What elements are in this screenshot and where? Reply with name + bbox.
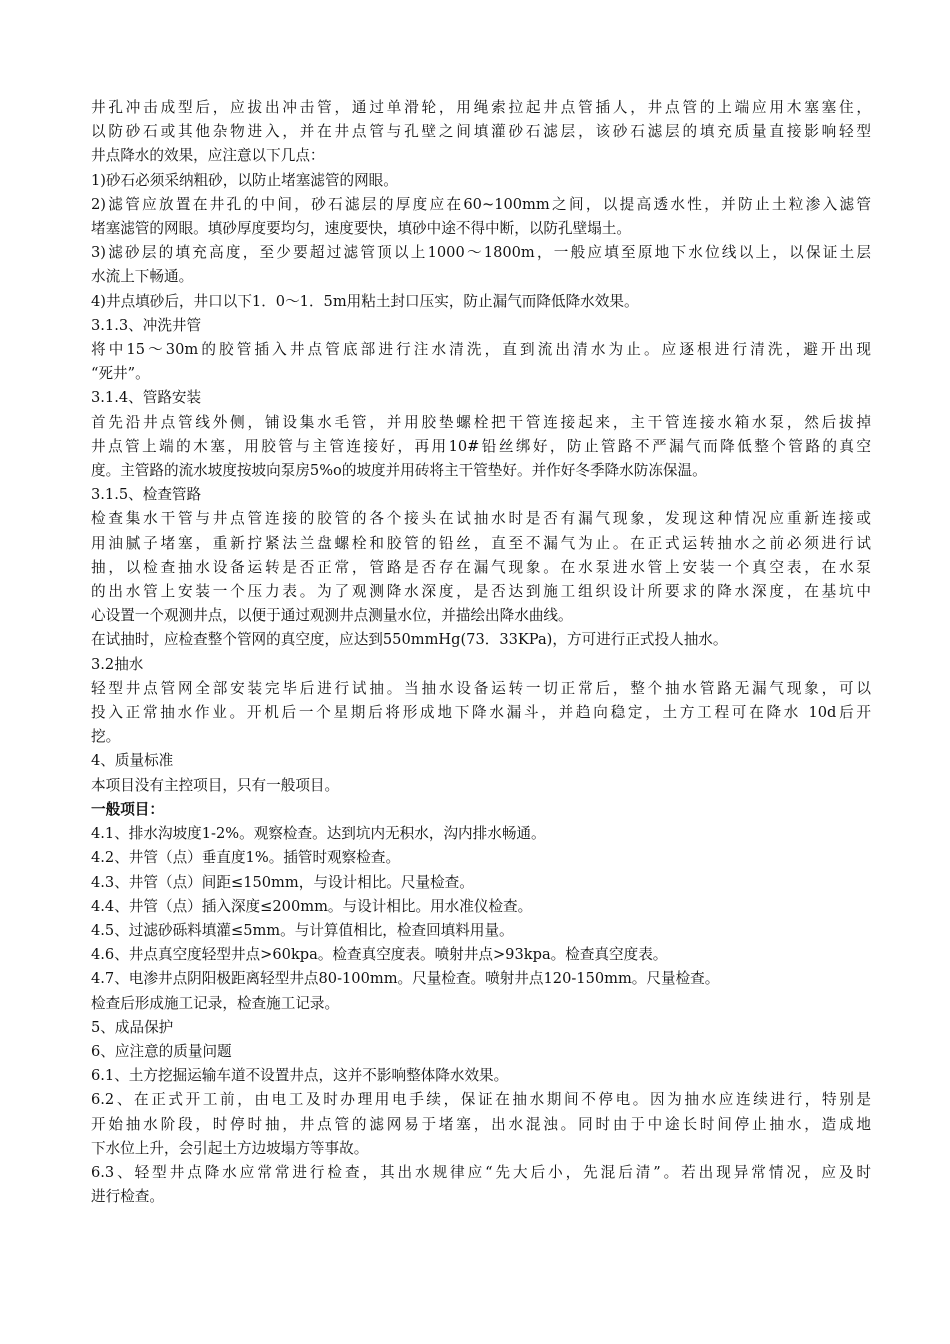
- section-heading: 3.1.5、检查管路: [91, 486, 202, 504]
- section-heading: 3.2抽水: [91, 655, 144, 673]
- list-item: 1)砂石必须采纳粗砂，以防止堵塞滤管的网眼。: [91, 171, 398, 189]
- paragraph-line: 下水位上升，会引起土方边坡塌方等事故。: [91, 1139, 369, 1157]
- paragraph-line: 开始抽水阶段，时停时抽，井点管的滤网易于堵塞，出水混浊。同时由于中途长时间停止抽水，造成地: [91, 1115, 871, 1133]
- list-item: 4.3、井管（点）间距≤150mm，与设计相比。尺量检查。: [91, 873, 474, 891]
- paragraph-line: 将中15～30m的胶管插入井点管底部进行注水清洗，直到流出清水为止。应逐根进行清洗，避开出现: [91, 341, 871, 359]
- list-item: 3)滤砂层的填充高度，至少要超过滤管顶以上1000～1800m，一般应填至原地下水位线以上，以保证土层: [91, 244, 871, 262]
- paragraph-line: 本项目没有主控项目，只有一般项目。: [91, 776, 340, 794]
- list-item: 4.1、排水沟坡度1-2%。观察检查。达到坑内无积水，沟内排水畅通。: [91, 825, 546, 843]
- list-item: 4.7、电渗井点阴阳极距离轻型井点80-100mm。尺量检查。喷射井点120-150mm。尺量检查。: [91, 970, 720, 988]
- section-heading: 5、成品保护: [91, 1018, 174, 1036]
- paragraph-line: 心设置一个观测井点，以便于通过观测井点测量水位，并描绘出降水曲线。: [91, 607, 573, 625]
- paragraph-line: 轻型井点管网全部安装完毕后进行试抽。当抽水设备运转一切正常后，整个抽水管路无漏气现象，可以: [91, 679, 871, 697]
- bold-subheading: 一般项目：: [91, 800, 164, 818]
- section-heading: 4、质量标准: [91, 752, 174, 770]
- paragraph-line: 检查集水干管与井点管连接的胶管的各个接头在试抽水时是否有漏气现象，发现这种情况应重新连接或: [91, 510, 871, 528]
- list-item: 6.1、土方挖掘运输车道不设置井点，这并不影响整体降水效果。: [91, 1067, 509, 1085]
- section-heading: 6、应注意的质量问题: [91, 1042, 232, 1060]
- paragraph-line: 的出水管上安装一个压力表。为了观测降水深度，是否达到施工组织设计所要求的降水深度，在基坑中: [91, 583, 871, 601]
- document-body: [91, 96, 871, 1209]
- paragraph-line: 投入正常抽水作业。开机后一个星期后将形成地下降水漏斗，并趋向稳定，土方工程可在降水 10d后开: [91, 704, 871, 722]
- list-item: 4.6、井点真空度轻型井点>60kpa。检查真空度表。喷射井点>93kpa。检查真空度表。: [91, 946, 668, 964]
- paragraph-line: 首先沿井点管线外侧，铺设集水毛管，并用胶垫螺栓把干管连接起来，主干管连接水箱水泵，然后拔掉: [91, 413, 871, 431]
- list-item: 4.5、过滤砂砾料填灌≤5mm。与计算值相比，检查回填料用量。: [91, 921, 514, 939]
- list-item: 4.4、井管（点）插入深度≤200mm。与设计相比。用水准仪检查。: [91, 897, 533, 915]
- paragraph-line: 水流上下畅通。: [91, 268, 194, 286]
- paragraph-line: 堵塞滤管的网眼。填砂厚度要均匀，速度要快，填砂中途不得中断，以防孔壁塌土。: [91, 220, 631, 238]
- paragraph-line: 度。主管路的流水坡度按坡向泵房5%o的坡度并用砖将主干管垫好。并作好冬季降水防冻保温。: [91, 462, 707, 480]
- list-item: 6.3、轻型井点降水应常常进行检查，其出水规律应“先大后小，先混后清”。若出现异常情况，应及时: [91, 1163, 871, 1181]
- list-item: 4.2、井管（点）垂直度1%。插管时观察检查。: [91, 849, 401, 867]
- list-item: 4)井点填砂后，井口以下1．0～1．5m用粘土封口压实，防止漏气而降低降水效果。: [91, 292, 639, 310]
- section-heading: 3.1.4、管路安装: [91, 389, 202, 407]
- paragraph-line: 在试抽时，应检查整个管网的真空度，应达到550mmHg(73．33KPa)，方可进行正式投人抽水。: [91, 631, 728, 649]
- list-item: 6.2、在正式开工前，由电工及时办理用电手续，保证在抽水期间不停电。因为抽水应连续进行，特别是: [91, 1091, 871, 1109]
- paragraph-line: 检查后形成施工记录，检查施工记录。: [91, 994, 340, 1012]
- section-heading: 3.1.3、冲洗井管: [91, 316, 202, 334]
- paragraph-line: 井点管上端的木塞，用胶管与主管连接好，再用10#铅丝绑好，防止管路不严漏气而降低整个管路的真空: [91, 437, 871, 455]
- paragraph-line: 挖。: [91, 728, 121, 746]
- paragraph-line: 用油腻子堵塞，重新拧紧法兰盘螺栓和胶管的铅丝，直至不漏气为止。在正式运转抽水之前必须进行试: [91, 534, 871, 552]
- paragraph-line: 井孔冲击成型后，应拔出冲击管，通过单滑轮，用绳索拉起井点管插人，井点管的上端应用木塞塞住，: [91, 99, 871, 116]
- list-item: 2)滤管应放置在井孔的中间，砂石滤层的厚度应在60~100mm之间，以提高透水性，并防止土粒渗入滤管: [91, 195, 871, 213]
- paragraph-line: 进行检查。: [91, 1188, 164, 1206]
- paragraph-line: 抽，以检查抽水设备运转是否正常，管路是否存在漏气现象。在水泵进水管上安装一个真空表，在水泵: [91, 558, 871, 576]
- paragraph-line: 井点降水的效果，应注意以下几点：: [91, 147, 325, 165]
- paragraph-line: 以防砂石或其他杂物进入，并在井点管与孔壁之间填灌砂石滤层，该砂石滤层的填充质量直接影响轻型: [91, 123, 871, 141]
- paragraph-line: “死井”。: [91, 365, 150, 383]
